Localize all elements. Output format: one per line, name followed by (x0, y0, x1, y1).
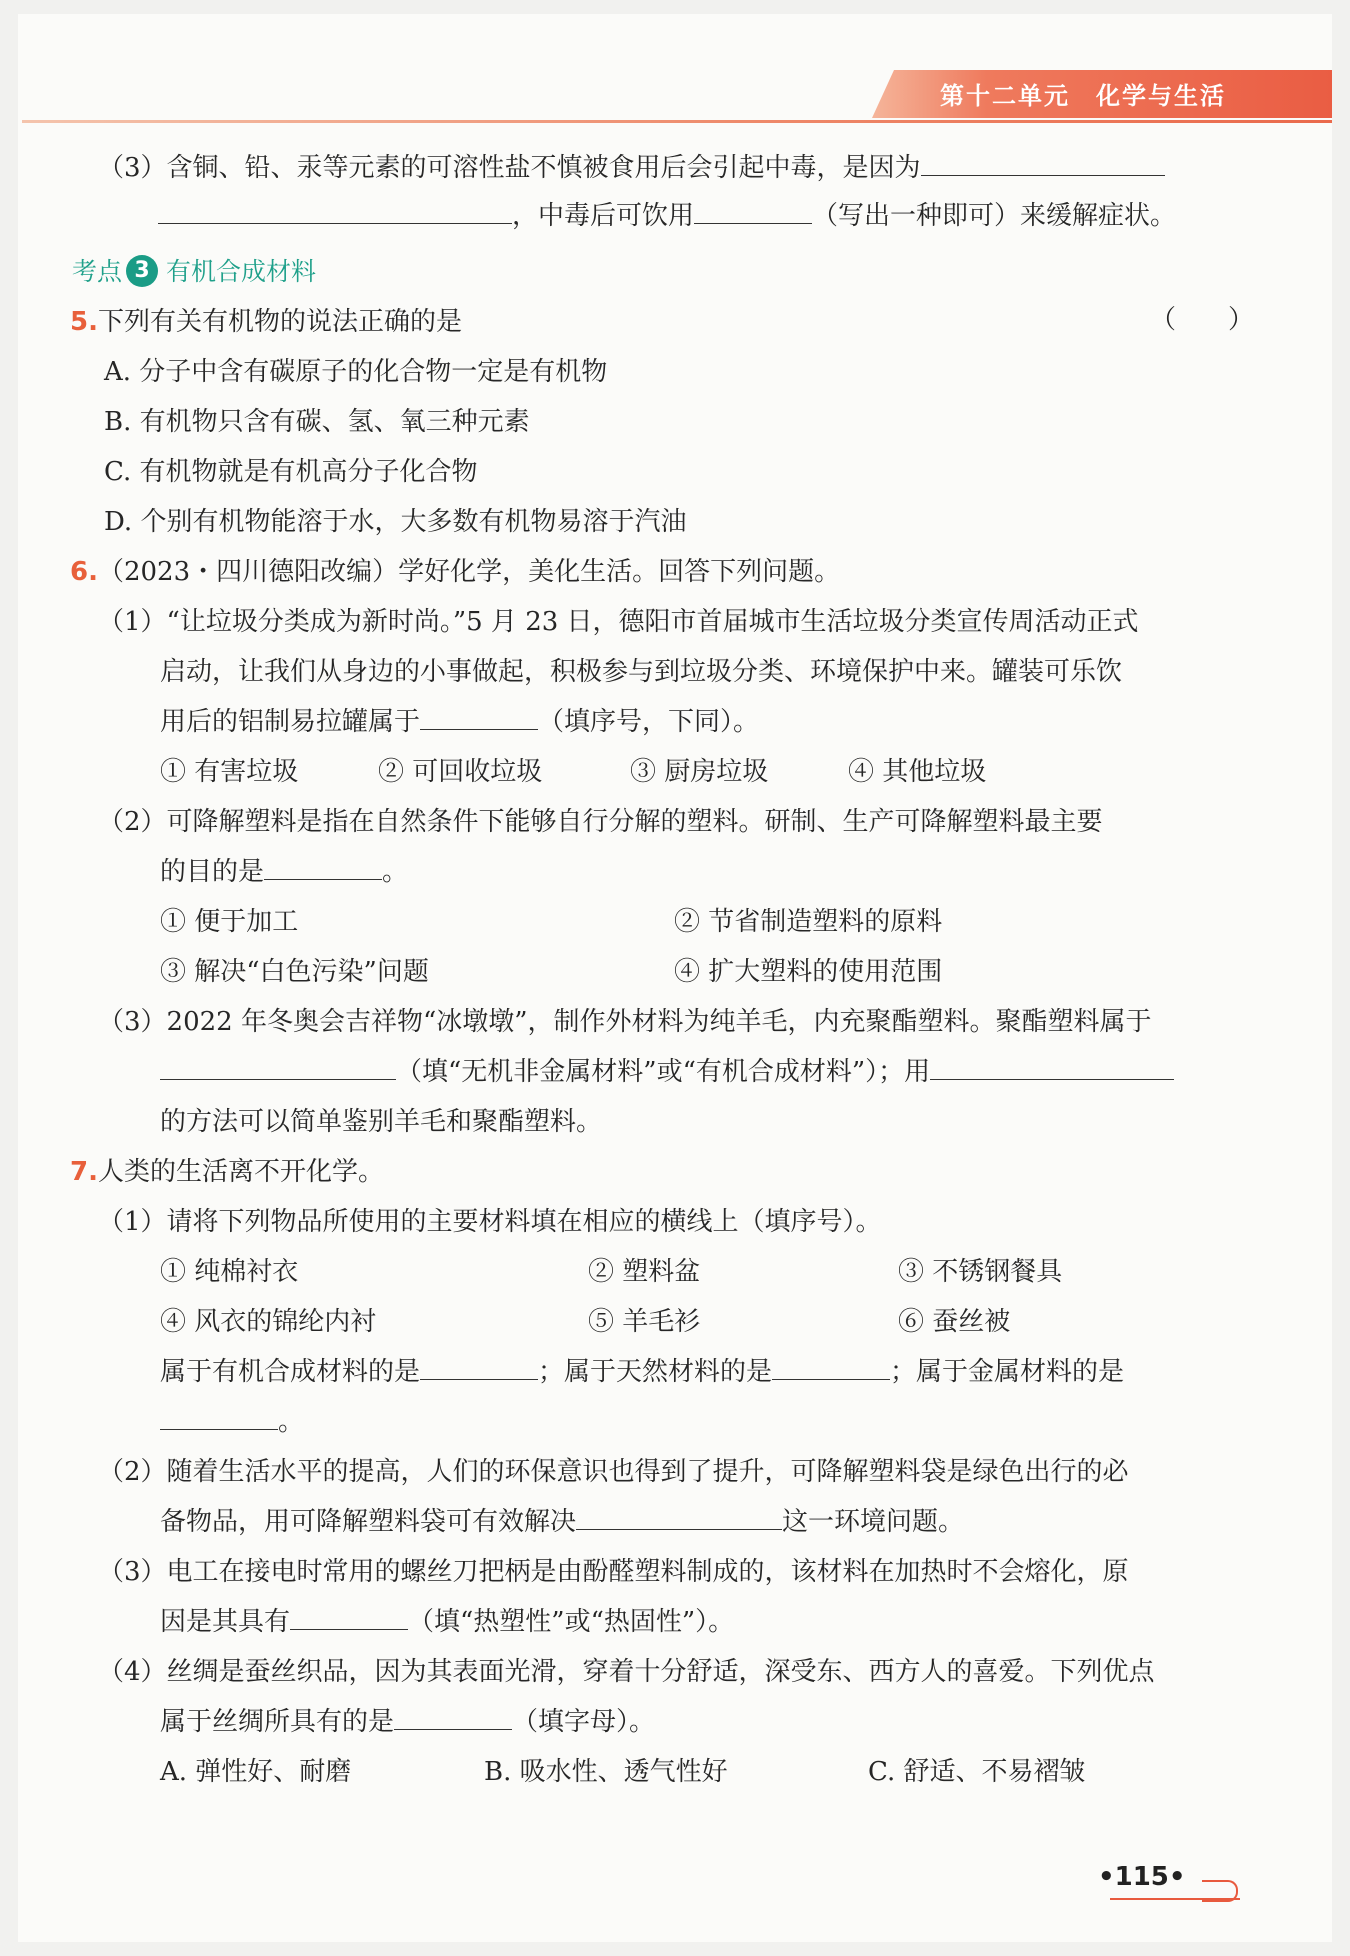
q7-1-answer-line (160, 1352, 1124, 1392)
q4-3-line1 (98, 148, 1165, 188)
question-7 (70, 1152, 384, 1192)
q6-1-option-3: ③ 厨房垃圾 (630, 757, 769, 787)
q7-1-line1: （1）请将下列物品所使用的主要材料填在相应的横线上（填序号）。 (98, 1207, 882, 1237)
text: 。 (382, 857, 409, 887)
q6-2-line1: （2）可降解塑料是指在自然条件下能够自行分解的塑料。研制、生产可降解塑料最主要 (98, 807, 1103, 837)
answer-blank[interactable] (394, 1703, 512, 1730)
q7-4-option-c[interactable]: C. 舒适、不易褶皱 (868, 1757, 1086, 1787)
q7-1-option-6: ⑥ 蚕丝被 (898, 1307, 1011, 1337)
answer-blank[interactable] (772, 1353, 890, 1380)
text: 的目的是 (160, 857, 265, 887)
text: ；属于天然材料的是 (538, 1357, 773, 1387)
option-c[interactable]: C. 有机物就是有机高分子化合物 (104, 457, 478, 487)
q7-1-option-1: ① 纯棉衬衣 (160, 1257, 299, 1287)
q7-4-line2 (160, 1702, 655, 1742)
q6-1-option-1: ① 有害垃圾 (160, 757, 299, 787)
section-prefix: 考点 (72, 257, 123, 286)
answer-blank[interactable] (158, 197, 512, 224)
answer-blank[interactable] (694, 197, 812, 224)
q7-1-option-2: ② 塑料盆 (588, 1257, 701, 1287)
text: （填“热塑性”或“热固性”）。 (408, 1607, 735, 1637)
q6-1-option-4: ④ 其他垃圾 (848, 757, 987, 787)
question-text: （2023・四川德阳改编）学好化学，美化生活。回答下列问题。 (97, 557, 841, 587)
answer-blank[interactable] (420, 703, 538, 730)
q6-1-line2: 启动，让我们从身边的小事做起，积极参与到垃圾分类、环境保护中来。罐装可乐饮 (160, 657, 1123, 687)
section-number-badge: 3 (126, 255, 158, 287)
q6-3-line3: 的方法可以简单鉴别羊毛和聚酯塑料。 (160, 1107, 603, 1137)
q7-4-option-b[interactable]: B. 吸水性、透气性好 (484, 1757, 728, 1787)
q6-2-option-2: ② 节省制造塑料的原料 (674, 907, 943, 937)
q6-2-option-3: ③ 解决“白色污染”问题 (160, 957, 429, 987)
q7-3-line2 (160, 1602, 734, 1642)
text: 。 (278, 1407, 305, 1437)
q6-3-line2 (160, 1052, 1174, 1092)
q7-2-line2 (160, 1502, 964, 1542)
answer-blank[interactable] (264, 853, 382, 880)
q6-2-line2 (160, 852, 408, 892)
question-number: 5. (70, 307, 98, 337)
option-b[interactable]: B. 有机物只含有碳、氢、氧三种元素 (104, 407, 530, 437)
answer-blank[interactable] (290, 1603, 408, 1630)
text: 属于丝绸所具有的是 (160, 1707, 395, 1737)
q4-3-line2 (158, 196, 1176, 236)
text: （填“无机非金属材料”或“有机合成材料”）；用 (396, 1057, 931, 1087)
text: （写出一种即可）来缓解症状。 (812, 201, 1177, 231)
text: ，中毒后可饮用 (512, 201, 695, 231)
page-number-hook (1202, 1880, 1238, 1902)
text: 用后的铝制易拉罐属于 (160, 707, 421, 737)
text: 属于有机合成材料的是 (160, 1357, 421, 1387)
question-text: 人类的生活离不开化学。 (97, 1157, 384, 1187)
q6-1-line3 (160, 702, 759, 742)
q6-3-line1: （3）2022 年冬奥会吉祥物“冰墩墩”，制作外材料为纯羊毛，内充聚酯塑料。聚酯塑料属于 (98, 1007, 1152, 1037)
unit-title: 第十二单元 化学与生活 (940, 82, 1226, 110)
q6-1-option-2: ② 可回收垃圾 (378, 757, 543, 787)
question-number: 6. (70, 557, 98, 587)
page-number: •115• (1098, 1862, 1186, 1892)
text: （3）含铜、铅、汞等元素的可溶性盐不慎被食用后会引起中毒，是因为 (98, 153, 921, 183)
question-number: 7. (70, 1157, 98, 1187)
question-6 (70, 552, 840, 592)
answer-blank[interactable] (420, 1353, 538, 1380)
text: 这一环境问题。 (782, 1507, 965, 1537)
q7-1-option-5: ⑤ 羊毛衫 (588, 1307, 701, 1337)
answer-blank[interactable] (160, 1053, 396, 1080)
answer-blank[interactable] (160, 1403, 278, 1430)
q7-2-line1: （2）随着生活水平的提高，人们的环保意识也得到了提升，可降解塑料袋是绿色出行的必 (98, 1457, 1129, 1487)
answer-blank[interactable] (930, 1053, 1174, 1080)
q7-4-option-a[interactable]: A. 弹性好、耐磨 (160, 1757, 352, 1787)
question-5 (70, 302, 462, 342)
text: ；属于金属材料的是 (890, 1357, 1125, 1387)
text: 因是其具有 (160, 1607, 291, 1637)
q6-1-line1: （1）“让垃圾分类成为新时尚。”5 月 23 日，德阳市首届城市生活垃圾分类宣传周活动正式 (98, 607, 1139, 637)
q7-4-line1: （4）丝绸是蚕丝织品，因为其表面光滑，穿着十分舒适，深受东、西方人的喜爱。下列优点 (98, 1657, 1155, 1687)
q7-1-option-3: ③ 不锈钢餐具 (898, 1257, 1063, 1287)
answer-paren[interactable]: （ ） (1150, 305, 1255, 335)
q6-2-option-1: ① 便于加工 (160, 907, 299, 937)
answer-blank[interactable] (576, 1503, 782, 1530)
q7-3-line1: （3）电工在接电时常用的螺丝刀把柄是由酚醛塑料制成的，该材料在加热时不会熔化，原 (98, 1557, 1129, 1587)
question-text: 下列有关有机物的说法正确的是 (97, 307, 462, 337)
section-heading (72, 252, 316, 292)
q7-1-option-4: ④ 风衣的锦纶内衬 (160, 1307, 377, 1337)
option-d[interactable]: D. 个别有机物能溶于水，大多数有机物易溶于汽油 (104, 507, 687, 537)
text: （填字母）。 (512, 1707, 656, 1737)
header-rule (22, 120, 1332, 123)
text: （填序号，下同）。 (538, 707, 760, 737)
q6-2-option-4: ④ 扩大塑料的使用范围 (674, 957, 943, 987)
answer-blank[interactable] (921, 149, 1165, 176)
option-a[interactable]: A. 分子中含有碳原子的化合物一定是有机物 (104, 357, 608, 387)
section-title: 有机合成材料 (166, 257, 317, 286)
q7-1-answer-line2 (160, 1402, 304, 1442)
text: 备物品，用可降解塑料袋可有效解决 (160, 1507, 577, 1537)
